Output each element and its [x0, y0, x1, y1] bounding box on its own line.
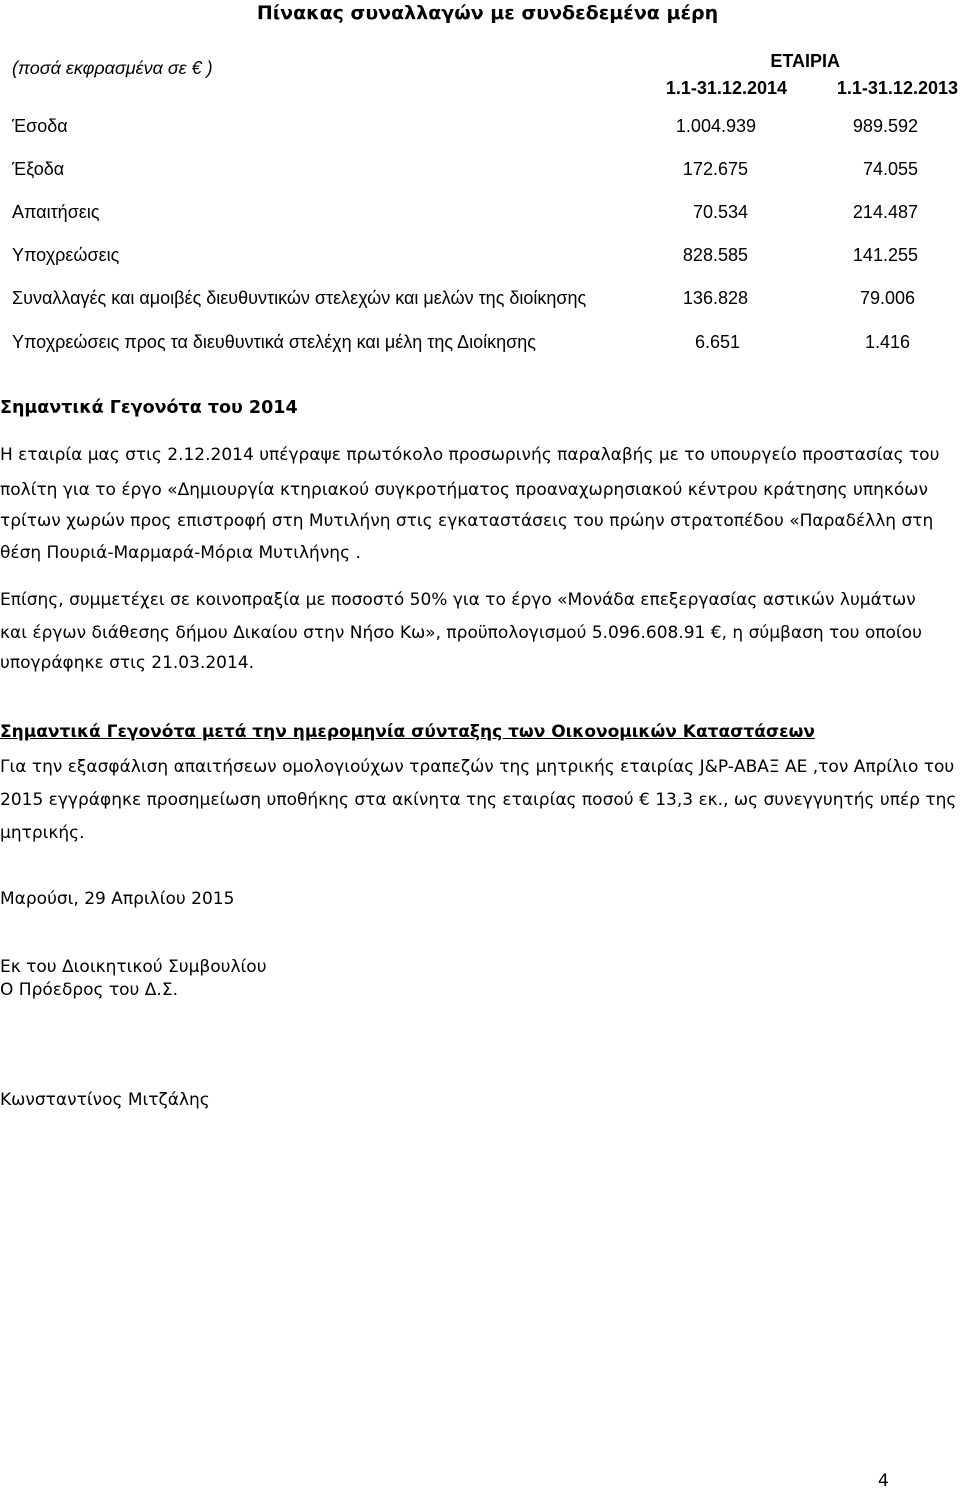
text-line: Επίσης, συμμετέχει σε κοινοπραξία με ποσοστό 50% για το έργο «Μονάδα επεξεργασίας αστικών λυμάτων [0, 590, 916, 610]
signatory-name: Κωνσταντίνος Μιτζάλης [0, 1090, 210, 1110]
place-date: Μαρούσι, 29 Απριλίου 2015 [0, 889, 235, 909]
text-line: θέση Πουριά-Μαρμαρά-Μόρια Μυτιλήνης . [0, 543, 361, 563]
row-label: Υποχρεώσεις προς τα διευθυντικά στελέχη και μέλη της Διοίκησης [12, 332, 536, 352]
currency-note: (ποσά εκφρασμένα σε € ) [12, 58, 213, 78]
text-line: πολίτη για το έργο «Δημιουργία κτηριακού συγκροτήματος προαναχωρησιακού κέντρου κράτησης υπηκόων [0, 480, 929, 500]
text-line: τρίτων χωρών προς επιστροφή στη Μυτιλήνη στις εγκαταστάσεις του πρώην στρατοπέδου «Παραδέλλη στη [0, 511, 934, 531]
row-value-2013: 1.416 [864, 332, 910, 352]
row-label: Έσοδα [12, 116, 68, 136]
row-label: Απαιτήσεις [12, 202, 100, 222]
row-value-2013: 989.592 [852, 116, 918, 136]
company-header: ΕΤΑΙΡΙΑ [770, 51, 840, 71]
text-line: 2015 εγγράφηκε προσημείωση υποθήκης στα ακίνητα της εταιρίας ποσού € 13,3 εκ., ως συνεγγυητής υπέρ της [0, 790, 957, 810]
row-value-2013: 79.006 [859, 288, 915, 308]
row-value-2013: 141.255 [852, 245, 918, 265]
row-value-2013: 214.487 [852, 202, 918, 222]
page-title: Πίνακας συναλλαγών με συνδεδεμένα μέρη [256, 2, 719, 24]
text-line: Η εταιρία μας στις 2.12.2014 υπέγραψε πρωτόκολο προσωρινής παραλαβής με το υπουργείο προστασίας του [0, 445, 940, 465]
row-value-2014: 172.675 [682, 159, 748, 179]
chairman-label: Ο Πρόεδρος του Δ.Σ. [0, 980, 178, 1000]
period-2013-header: 1.1-31.12.2013 [836, 78, 958, 98]
row-value-2014: 1.004.939 [675, 116, 756, 136]
row-value-2014: 6.651 [694, 332, 740, 352]
text-line: μητρικής. [0, 823, 85, 843]
row-label: Υποχρεώσεις [12, 245, 120, 265]
events-after-heading: Σημαντικά Γεγονότα μετά την ημερομηνία σύνταξης των Οικονομικών Καταστάσεων [0, 722, 815, 742]
text-line: υπογράφηκε στις 21.03.2014. [0, 653, 255, 673]
page-number: 4 [878, 1471, 889, 1491]
text-line: και έργων διάθεσης δήμου Δικαίου στην Νήσο Κω», προϋπολογισμού 5.096.608.91 €, η σύμβαση του οποίου [0, 623, 922, 643]
period-2014-header: 1.1-31.12.2014 [665, 78, 787, 98]
row-value-2014: 136.828 [682, 288, 748, 308]
row-value-2014: 70.534 [692, 202, 748, 222]
row-value-2013: 74.055 [862, 159, 918, 179]
row-label: Συναλλαγές και αμοιβές διευθυντικών στελεχών και μελών της διοίκησης [12, 288, 587, 308]
row-value-2014: 828.585 [682, 245, 748, 265]
board-label: Εκ του Διοικητικού Συμβουλίου [0, 957, 267, 977]
text-line: Για την εξασφάλιση απαιτήσεων ομολογιούχων τραπεζών της μητρικής εταιρίας J&P-ΑΒΑΞ ΑΕ ,τον Απρίλιο του [0, 757, 955, 777]
row-label: Έξοδα [12, 159, 65, 179]
events-2014-heading: Σημαντικά Γεγονότα του 2014 [0, 398, 298, 418]
